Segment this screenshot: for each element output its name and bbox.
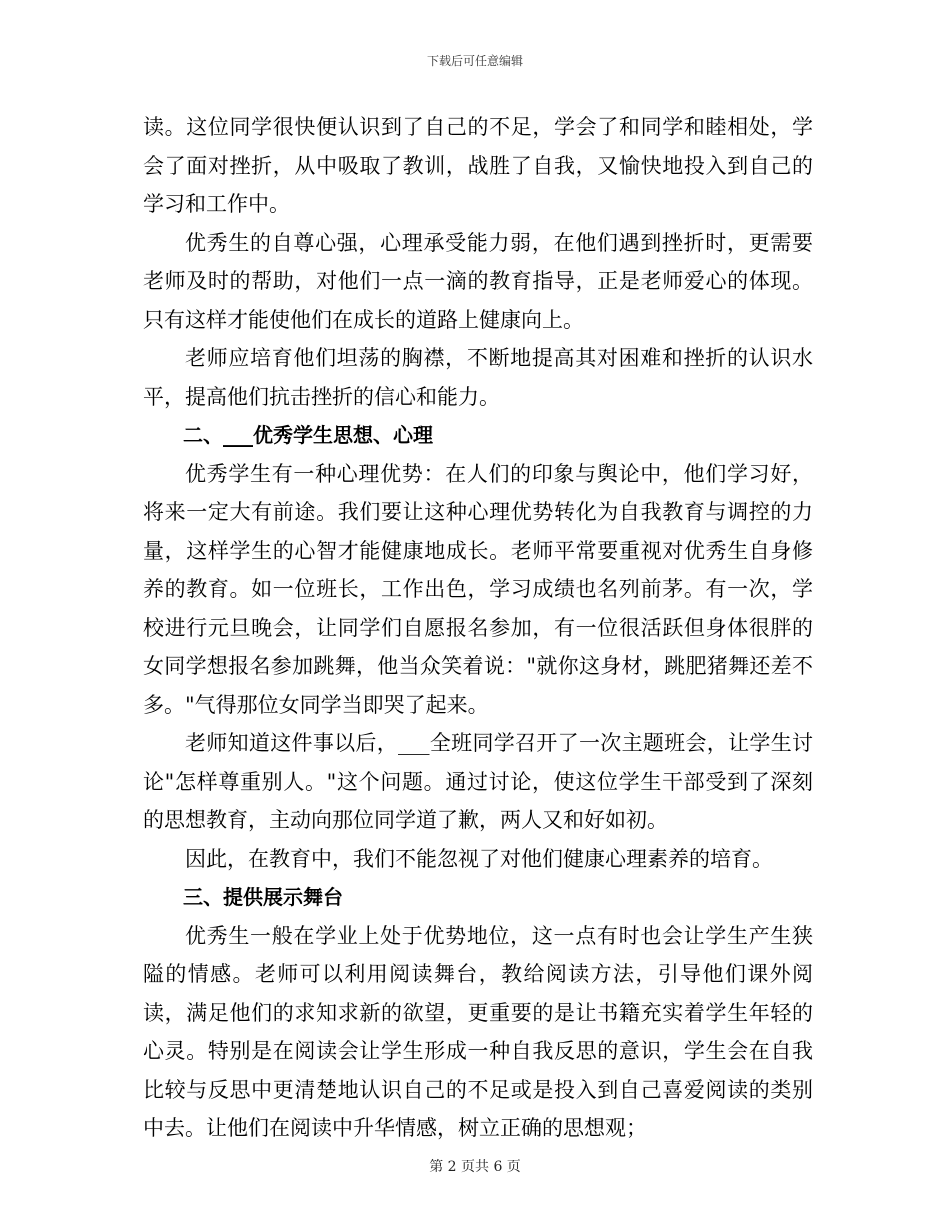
paragraph-5: 老师知道这件事以后，___全班同学召开了一次主题班会，让学生讨论"怎样尊重别人。"这个问题。通过讨论，使这位学生干部受到了深刻的思想教育，主动向那位同学道了歉，两人又和好如初。	[143, 731, 813, 832]
section-heading-3: 三、提供展示舞台	[183, 885, 343, 909]
section-heading-2: 二、___优秀学生思想、心理	[183, 423, 433, 447]
paragraph-1: 读。这位同学很快便认识到了自己的不足，学会了和同学和睦相处，学会了面对挫折，从中吸取了教训，战胜了自我，又愉快地投入到自己的学习和工作中。	[143, 115, 813, 216]
paragraph-2: 优秀生的自尊心强，心理承受能力弱，在他们遇到挫折时，更需要老师及时的帮助，对他们一点一滴的教育指导，正是老师爱心的体现。只有这样才能使他们在成长的道路上健康向上。	[143, 230, 813, 332]
document-body	[143, 108, 813, 1148]
paragraph-4: 优秀学生有一种心理优势：在人们的印象与舆论中，他们学习好，将来一定大有前途。我们要让这种心理优势转化为自我教育与调控的力量，这样学生的心智才能健康地成长。老师平常要重视对优秀生自身修养的教育。如一位班长，工作出色，学习成绩也名列前茅。有一次，学校进行元旦晚会，让同学们自愿报名参加，有一位很活跃但身体很胖的女同学想报名参加跳舞，他当众笑着说："就你这身材，跳肥猪舞还差不多。"气得那位女同学当即哭了起来。	[143, 461, 813, 717]
paragraph-3: 老师应培育他们坦荡的胸襟，不断地提高其对困难和挫折的认识水平，提高他们抗击挫折的信心和能力。	[143, 346, 813, 409]
page-header: 下载后可任意编辑	[426, 54, 523, 68]
page-footer: 第 2 页共 6 页	[429, 1159, 521, 1175]
paragraph-6: 因此，在教育中，我们不能忽视了对他们健康心理素养的培育。	[185, 846, 773, 871]
paragraph-7: 优秀生一般在学业上处于优势地位，这一点有时也会让学生产生狭隘的情感。老师可以利用阅读舞台，教给阅读方法，引导他们课外阅读，满足他们的求知求新的欲望，更重要的是让书籍充实着学生年轻的心灵。特别是在阅读会让学生形成一种自我反思的意识，学生会在自我比较与反思中更清楚地认识自己的不足或是投入到自己喜爱阅读的类别中去。让他们在阅读中升华情感，树立正确的思想观；	[143, 923, 813, 1140]
